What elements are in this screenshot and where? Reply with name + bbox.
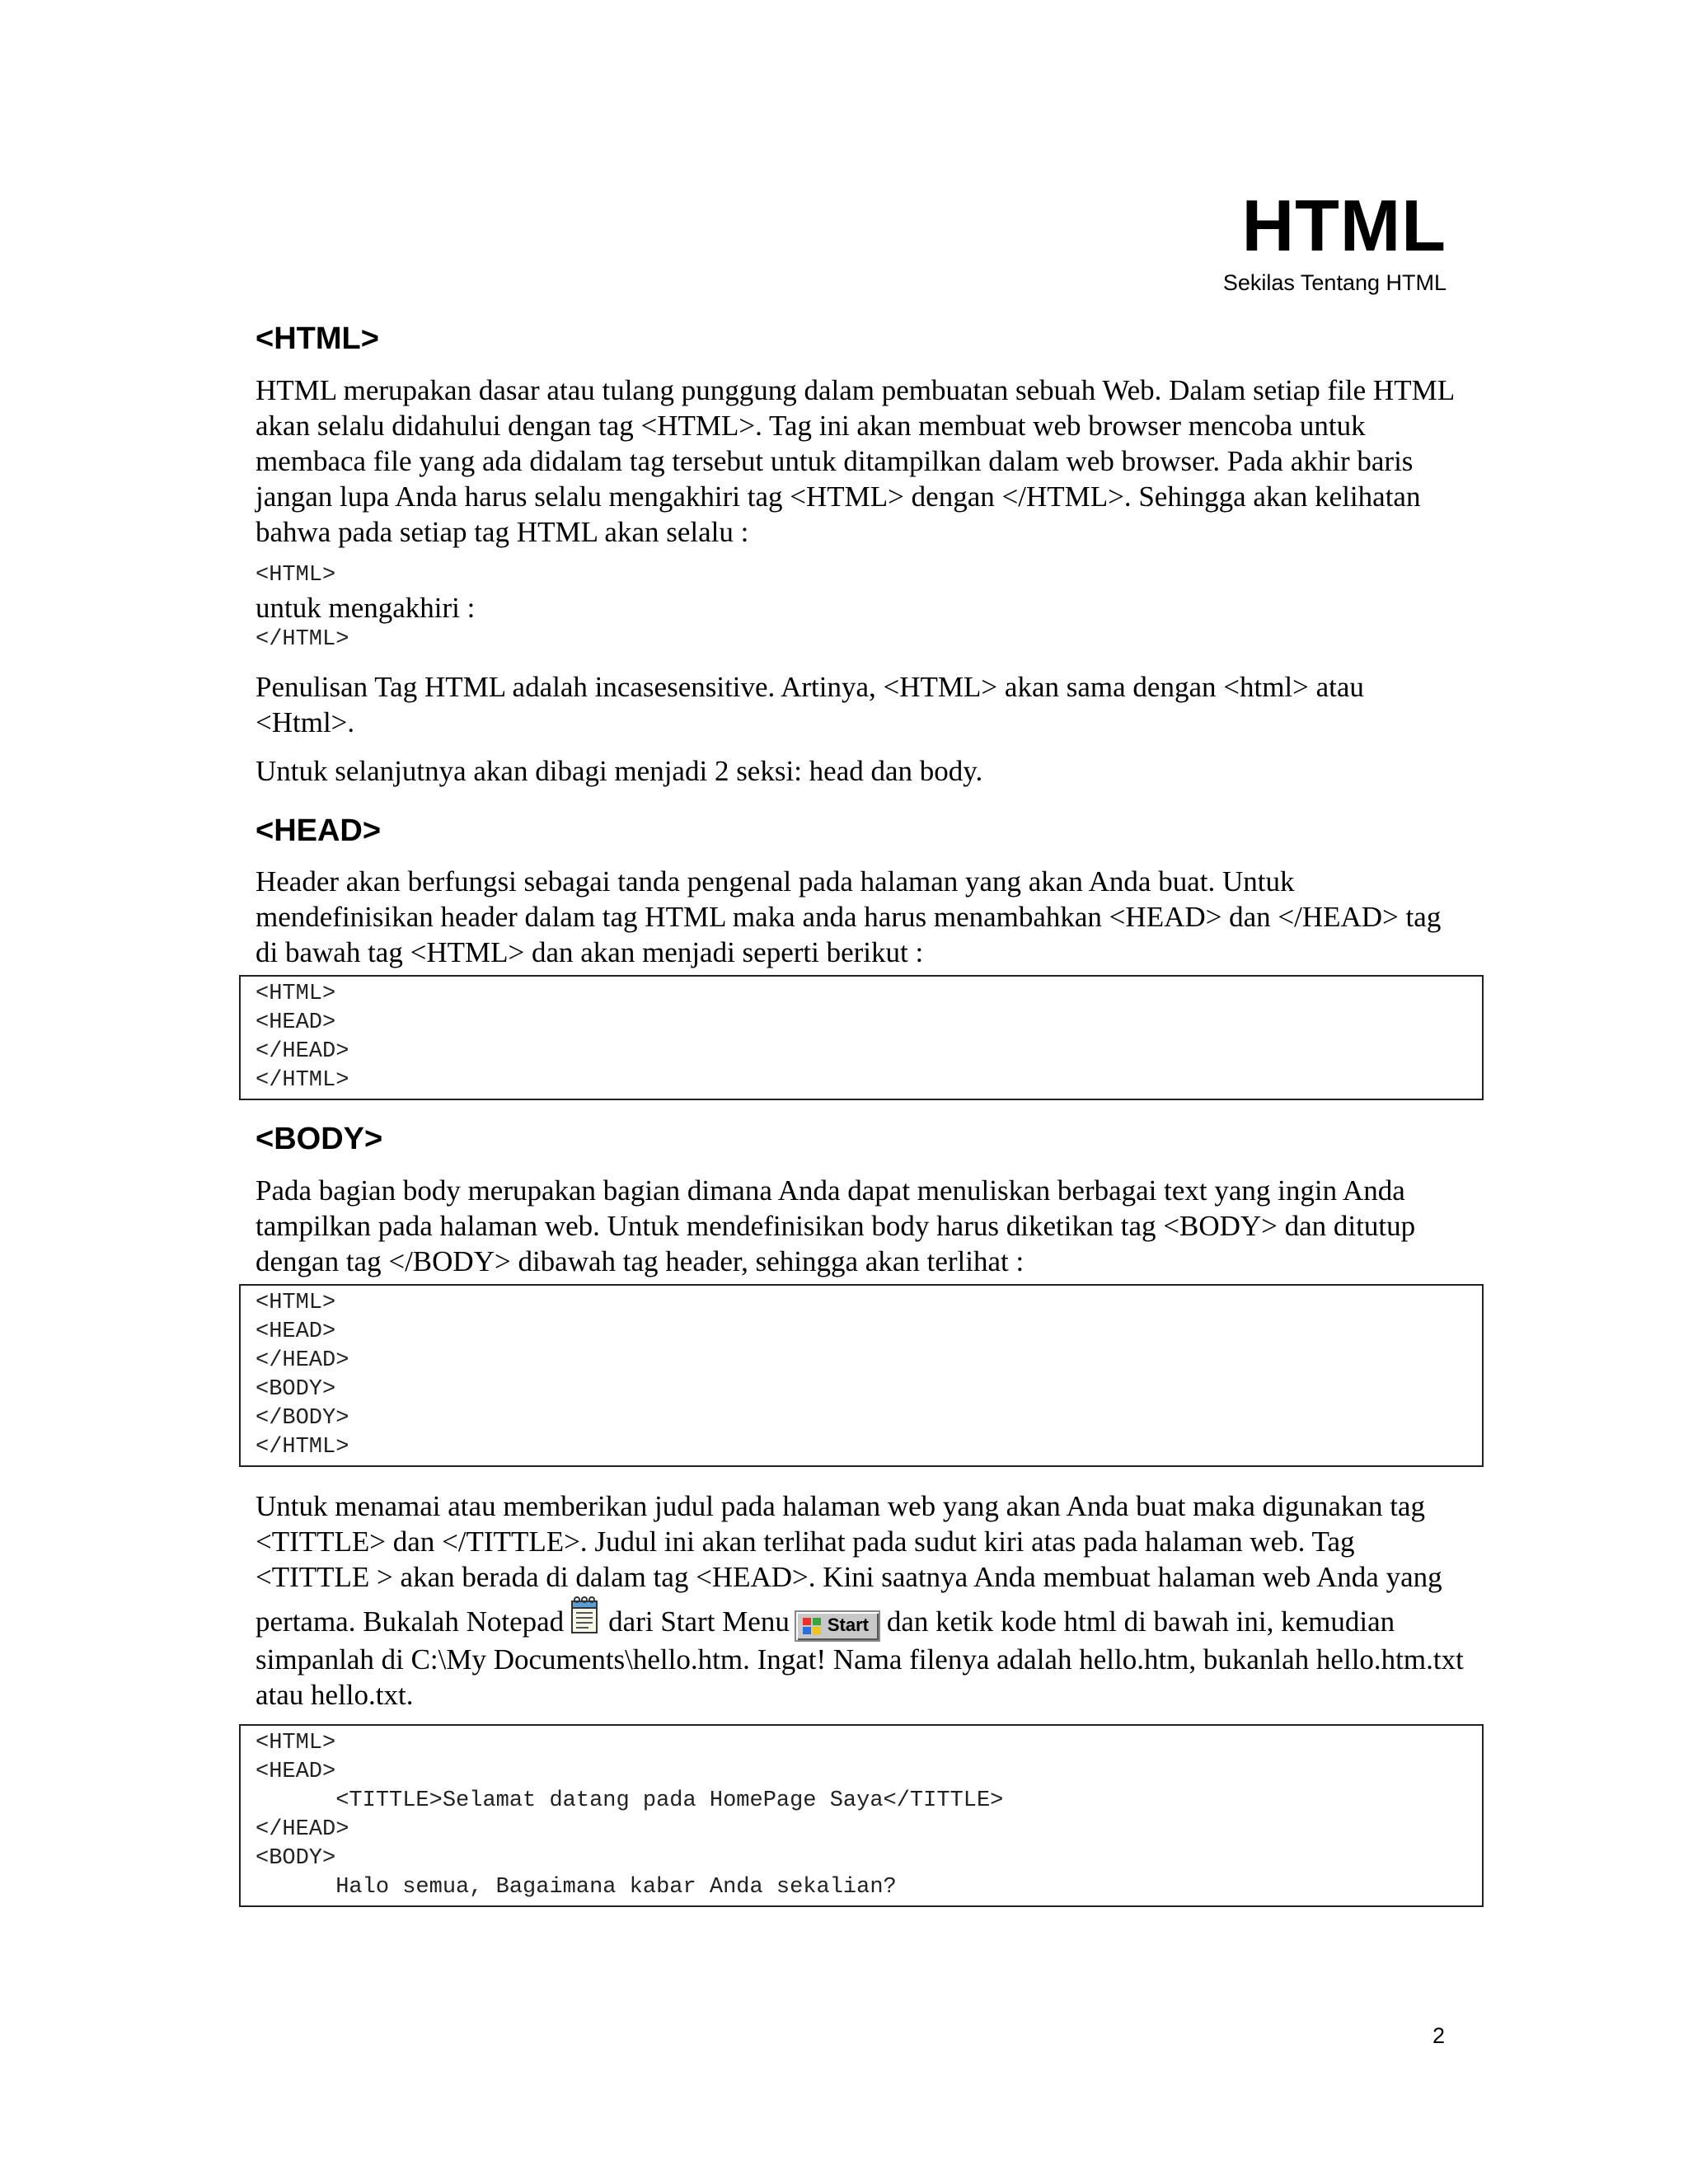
code-line: <HTML> [256, 1291, 336, 1316]
section-heading-html: <HTML> [256, 321, 379, 356]
body-paragraph: Pada bagian body merupakan bagian dimana Anda dapat menuliskan berbagai text yang ingin Anda tampilkan pada halaman web. Untuk mendefinisikan body harus diketikan tag <BODY> dan ditutup dengan tag </BODY> dibawah tag header, sehingga akan terlihat : [256, 1174, 1416, 1278]
code-line: Halo semua, Bagaimana kabar Anda sekalian? [256, 1875, 897, 1900]
start-button-icon [795, 1610, 880, 1642]
code-close-tag: </HTML> [256, 626, 349, 652]
code-line: </HTML> [256, 1068, 349, 1094]
code-line: <HTML> [256, 1731, 336, 1756]
section-heading-body: <BODY> [256, 1122, 383, 1157]
html-paragraph: HTML merupakan dasar atau tulang punggung dalam pembuatan sebuah Web. Dalam setiap file HTML akan selalu didahului dengan tag <HTML>. Tag ini akan membuat web browser mencoba untuk membaca file yang ada didalam tag tersebut untuk ditampilkan dalam web browser. Pada akhir baris jangan lupa Anda harus selalu mengakhiri tag <HTML> dengan </HTML>. Sehingga akan kelihatan bahwa pada setiap tag HTML akan selalu : [256, 373, 1454, 548]
sections-paragraph: Untuk selanjutnya akan dibagi menjadi 2 seksi: head dan body. [256, 754, 983, 787]
close-label: untuk mengakhiri : [256, 591, 476, 624]
document-body [256, 321, 1467, 1929]
hello-code-box [239, 1724, 1484, 1907]
notepad-icon [567, 1595, 602, 1636]
case-paragraph: Penulisan Tag HTML adalah incasesensitive. Artinya, <HTML> akan sama dengan <html> atau <Html>. [256, 670, 1364, 738]
section-heading-head: <HEAD> [256, 813, 382, 848]
document-subtitle: Sekilas Tentang HTML [1222, 270, 1447, 295]
body-code-box [239, 1284, 1484, 1467]
head-code-box [239, 975, 1484, 1100]
code-line: </BODY> [256, 1406, 349, 1432]
code-line: <HEAD> [256, 1010, 336, 1036]
page-number: 2 [1432, 2023, 1445, 2048]
code-line: <HEAD> [256, 1319, 336, 1345]
code-open-tag: <HTML> [256, 562, 336, 588]
code-line: </HEAD> [256, 1039, 349, 1065]
code-line: </HEAD> [256, 1348, 349, 1374]
title-paragraph: Untuk menamai atau memberikan judul pada halaman web yang akan Anda buat maka digunakan tag <TITTLE> dan </TITTLE>. Judul ini akan terlihat pada sudut kiri atas pada halaman web. Tag <TITTLE > akan berada di dalam tag <HEAD>. Kini saatnya Anda membuat halaman web Anda yang pertama. Bukalah Notepad dari Start Menu Start dan ketik kode html di bawah ini, kemudian simpanlah di C:\My Documents\hello.htm. Ingat! Nama filenya adalah hello.htm, bukanlah hello.htm.txt atau hello.txt. [256, 1490, 1464, 1712]
head-paragraph: Header akan berfungsi sebagai tanda pengenal pada halaman yang akan Anda buat. Untuk mendefinisikan header dalam tag HTML maka anda harus menambahkan <HEAD> dan </HEAD> tag di bawah tag <HTML> dan akan menjadi seperti berikut : [256, 865, 1442, 969]
code-line: </HTML> [256, 1435, 349, 1460]
code-line: <HTML> [256, 982, 336, 1007]
code-line: <HEAD> [256, 1760, 336, 1785]
code-line: <BODY> [256, 1846, 336, 1872]
document-title: HTML [1241, 185, 1447, 266]
document-header [1222, 185, 1447, 296]
code-line: </HEAD> [256, 1817, 349, 1843]
code-line: <BODY> [256, 1377, 336, 1403]
code-line: <TITTLE>Selamat datang pada HomePage Saya</TITTLE> [256, 1788, 1004, 1814]
start-label: Start [827, 1615, 869, 1636]
